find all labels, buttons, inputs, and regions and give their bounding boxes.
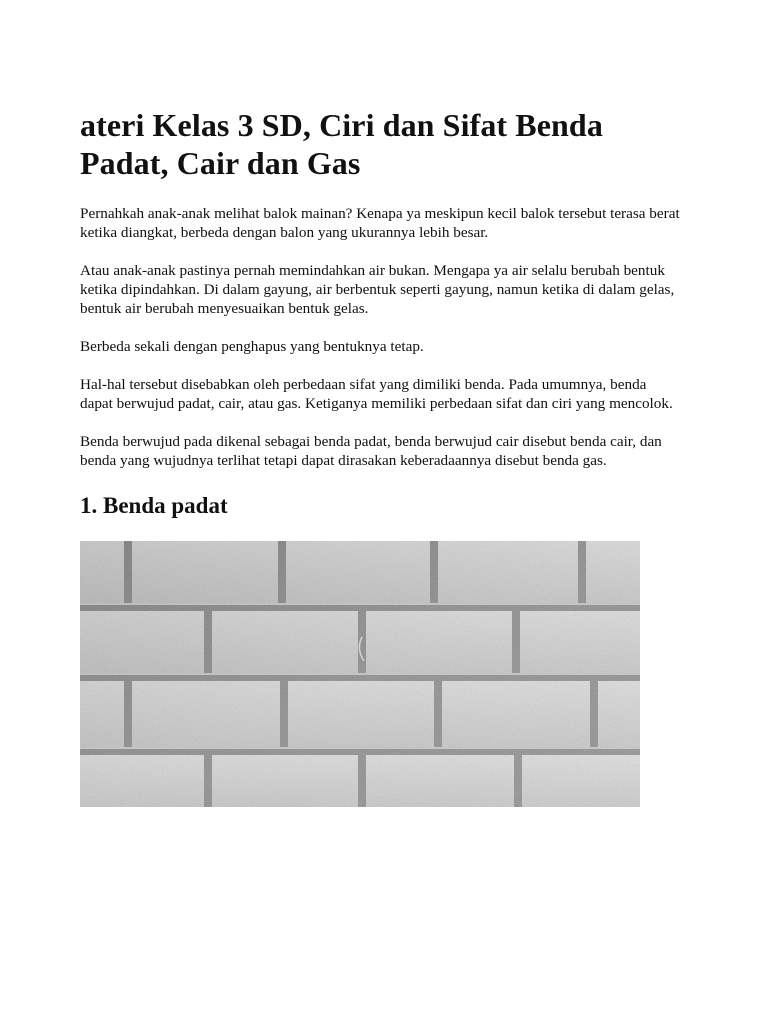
section-heading-benda-padat: 1. Benda padat [80, 493, 228, 518]
paragraph-3: Berbeda sekali dengan penghapus yang bentuknya tetap. [80, 338, 424, 355]
paragraph-1: Pernahkah anak-anak melihat balok mainan? Kenapa ya meskipun kecil balok tersebut terasa berat ketika diangkat, berbeda dengan balon yang ukurannya lebih besar. [80, 205, 680, 241]
paragraph-2: Atau anak-anak pastinya pernah memindahkan air bukan. Mengapa ya air selalu berubah bentuk ketika dipindahkan. Di dalam gayung, air berbentuk seperti gayung, namun ketika di dalam gelas, bentuk air berubah menyesuaikan bentuk gelas. [80, 262, 675, 317]
paragraph-4: Hal-hal tersebut disebabkan oleh perbedaan sifat yang dimiliki benda. Pada umumnya, benda dapat berwujud padat, cair, atau gas. Ketiganya memiliki perbedaan sifat dan ciri yang mencolok. [80, 376, 673, 412]
article-title: ateri Kelas 3 SD, Ciri dan Sifat Benda Padat, Cair dan Gas [80, 107, 603, 181]
brick-wall-photo [80, 541, 640, 807]
paragraph-5: Benda berwujud pada dikenal sebagai benda padat, benda berwujud cair disebut benda cair, dan benda yang wujudnya terlihat tetapi dapat dirasakan keberadaannya disebut benda gas. [80, 433, 662, 469]
document-page [80, 0, 680, 807]
